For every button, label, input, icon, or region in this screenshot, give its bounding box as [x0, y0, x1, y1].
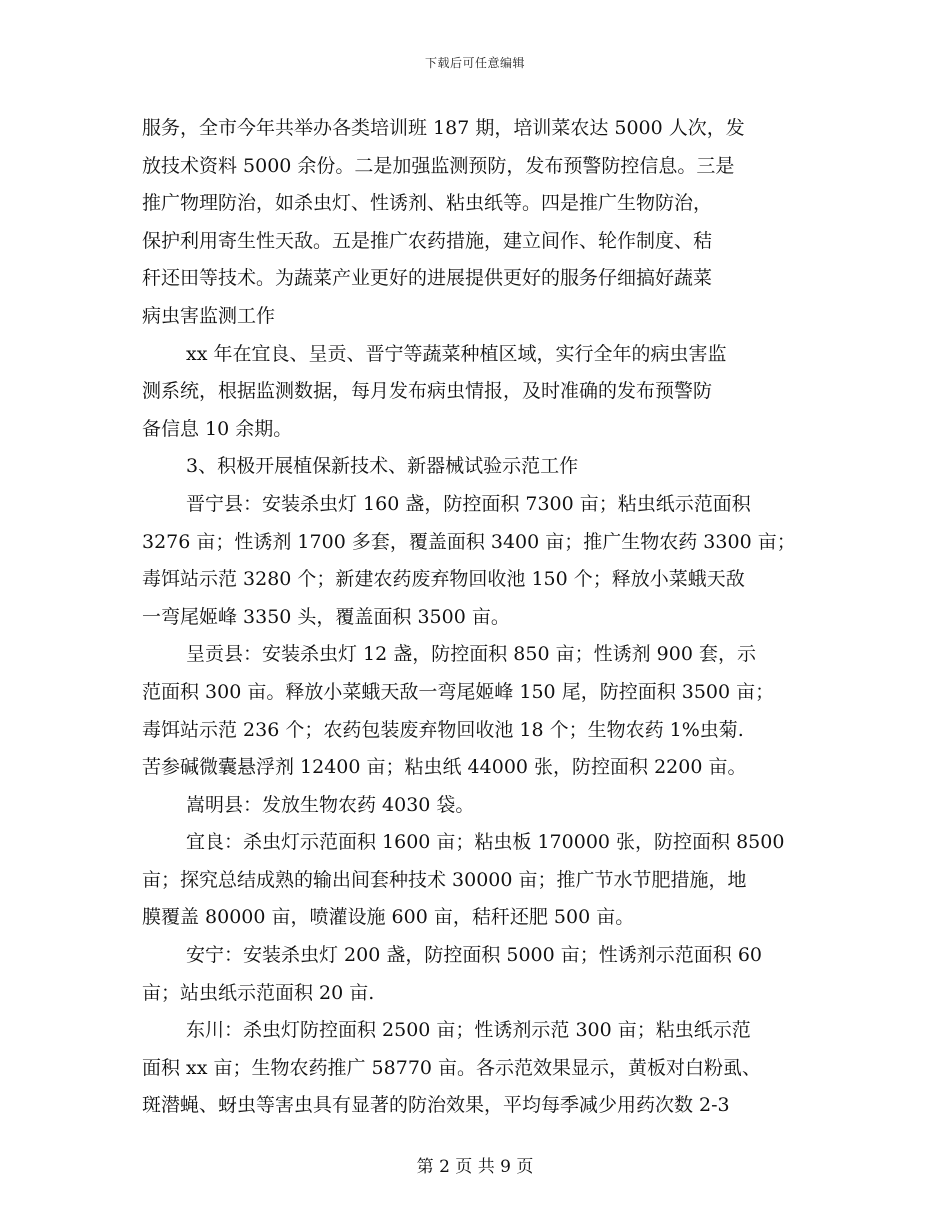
text-line: 毒饵站示范 3280 个；新建农药废弃物回收池 150 个；释放小菜蛾天敌: [142, 568, 745, 591]
text-line: xx 年在宜良、呈贡、晋宁等蔬菜种植区域，实行全年的病虫害监: [186, 342, 727, 365]
text-line: 嵩明县：发放生物农药 4030 袋。: [186, 793, 475, 816]
page-header: 下载后可任意编辑: [424, 56, 525, 70]
text-line: 安宁：安装杀虫灯 200 盏，防控面积 5000 亩；性诱剂示范面积 60: [186, 944, 762, 967]
text-line: 苦参碱微囊悬浮剂 12400 亩；粘虫纸 44000 张，防控面积 2200 亩。: [142, 756, 747, 779]
text-line: 毒饵站示范 236 个；农药包装废弃物回收池 18 个；生物农药 1%虫菊.: [142, 718, 744, 741]
text-line: 放技术资料 5000 余份。二是加强监测预防，发布预警防控信息。三是: [142, 154, 735, 177]
text-line: 亩；站虫纸示范面积 20 亩.: [142, 981, 375, 1004]
text-line: 3276 亩；性诱剂 1700 多套，覆盖面积 3400 亩；推广生物农药 3300 亩；: [142, 530, 796, 553]
text-line: 一弯尾姬峰 3350 头，覆盖面积 3500 亩。: [142, 605, 510, 628]
text-line: 宜良：杀虫灯示范面积 1600 亩；粘虫板 170000 张，防控面积 8500: [186, 831, 785, 854]
text-line: 3、积极开展植保新技术、新器械试验示范工作: [186, 455, 579, 478]
text-line: 病虫害监测工作: [142, 304, 276, 327]
body-text: [142, 110, 822, 1125]
text-line: 膜覆盖 80000 亩，喷灌设施 600 亩，秸秆还肥 500 亩。: [142, 906, 635, 929]
text-line: 范面积 300 亩。释放小菜蛾天敌一弯尾姬峰 150 尾，防控面积 3500 亩；: [142, 680, 775, 703]
text-line: 测系统，根据监测数据，每月发布病虫情报，及时准确的发布预警防: [142, 380, 713, 403]
text-line: 秆还田等技术。为蔬菜产业更好的进展提供更好的服务仔细搞好蔬菜: [142, 267, 713, 290]
page-footer: 第 2 页 共 9 页: [416, 1157, 534, 1177]
text-line: 面积 xx 亩；生物农药推广 58770 亩。各示范效果显示，黄板对白粉虱、: [142, 1056, 762, 1079]
text-line: 斑潜蝇、蚜虫等害虫具有显著的防治效果，平均每季减少用药次数 2-3: [142, 1094, 730, 1117]
text-line: 呈贡县：安装杀虫灯 12 盏，防控面积 850 亩；性诱剂 900 套，示: [186, 643, 756, 666]
text-line: 保护利用寄生性天敌。五是推广农药措施，建立间作、轮作制度、秸: [142, 229, 713, 252]
text-line: 东川：杀虫灯防控面积 2500 亩；性诱剂示范 300 亩；粘虫纸示范: [186, 1019, 751, 1042]
text-line: 晋宁县：安装杀虫灯 160 盏，防控面积 7300 亩；粘虫纸示范面积: [186, 492, 751, 515]
text-line: 备信息 10 余期。: [142, 417, 293, 440]
text-line: 推广物理防治，如杀虫灯、性诱剂、粘虫纸等。四是推广生物防治，: [142, 192, 713, 215]
text-line: 亩；探究总结成熟的输出间套种技术 30000 亩；推广节水节肥措施，地: [142, 868, 747, 891]
text-line: 服务，全市今年共举办各类培训班 187 期，培训菜农达 5000 人次，发: [142, 117, 745, 139]
